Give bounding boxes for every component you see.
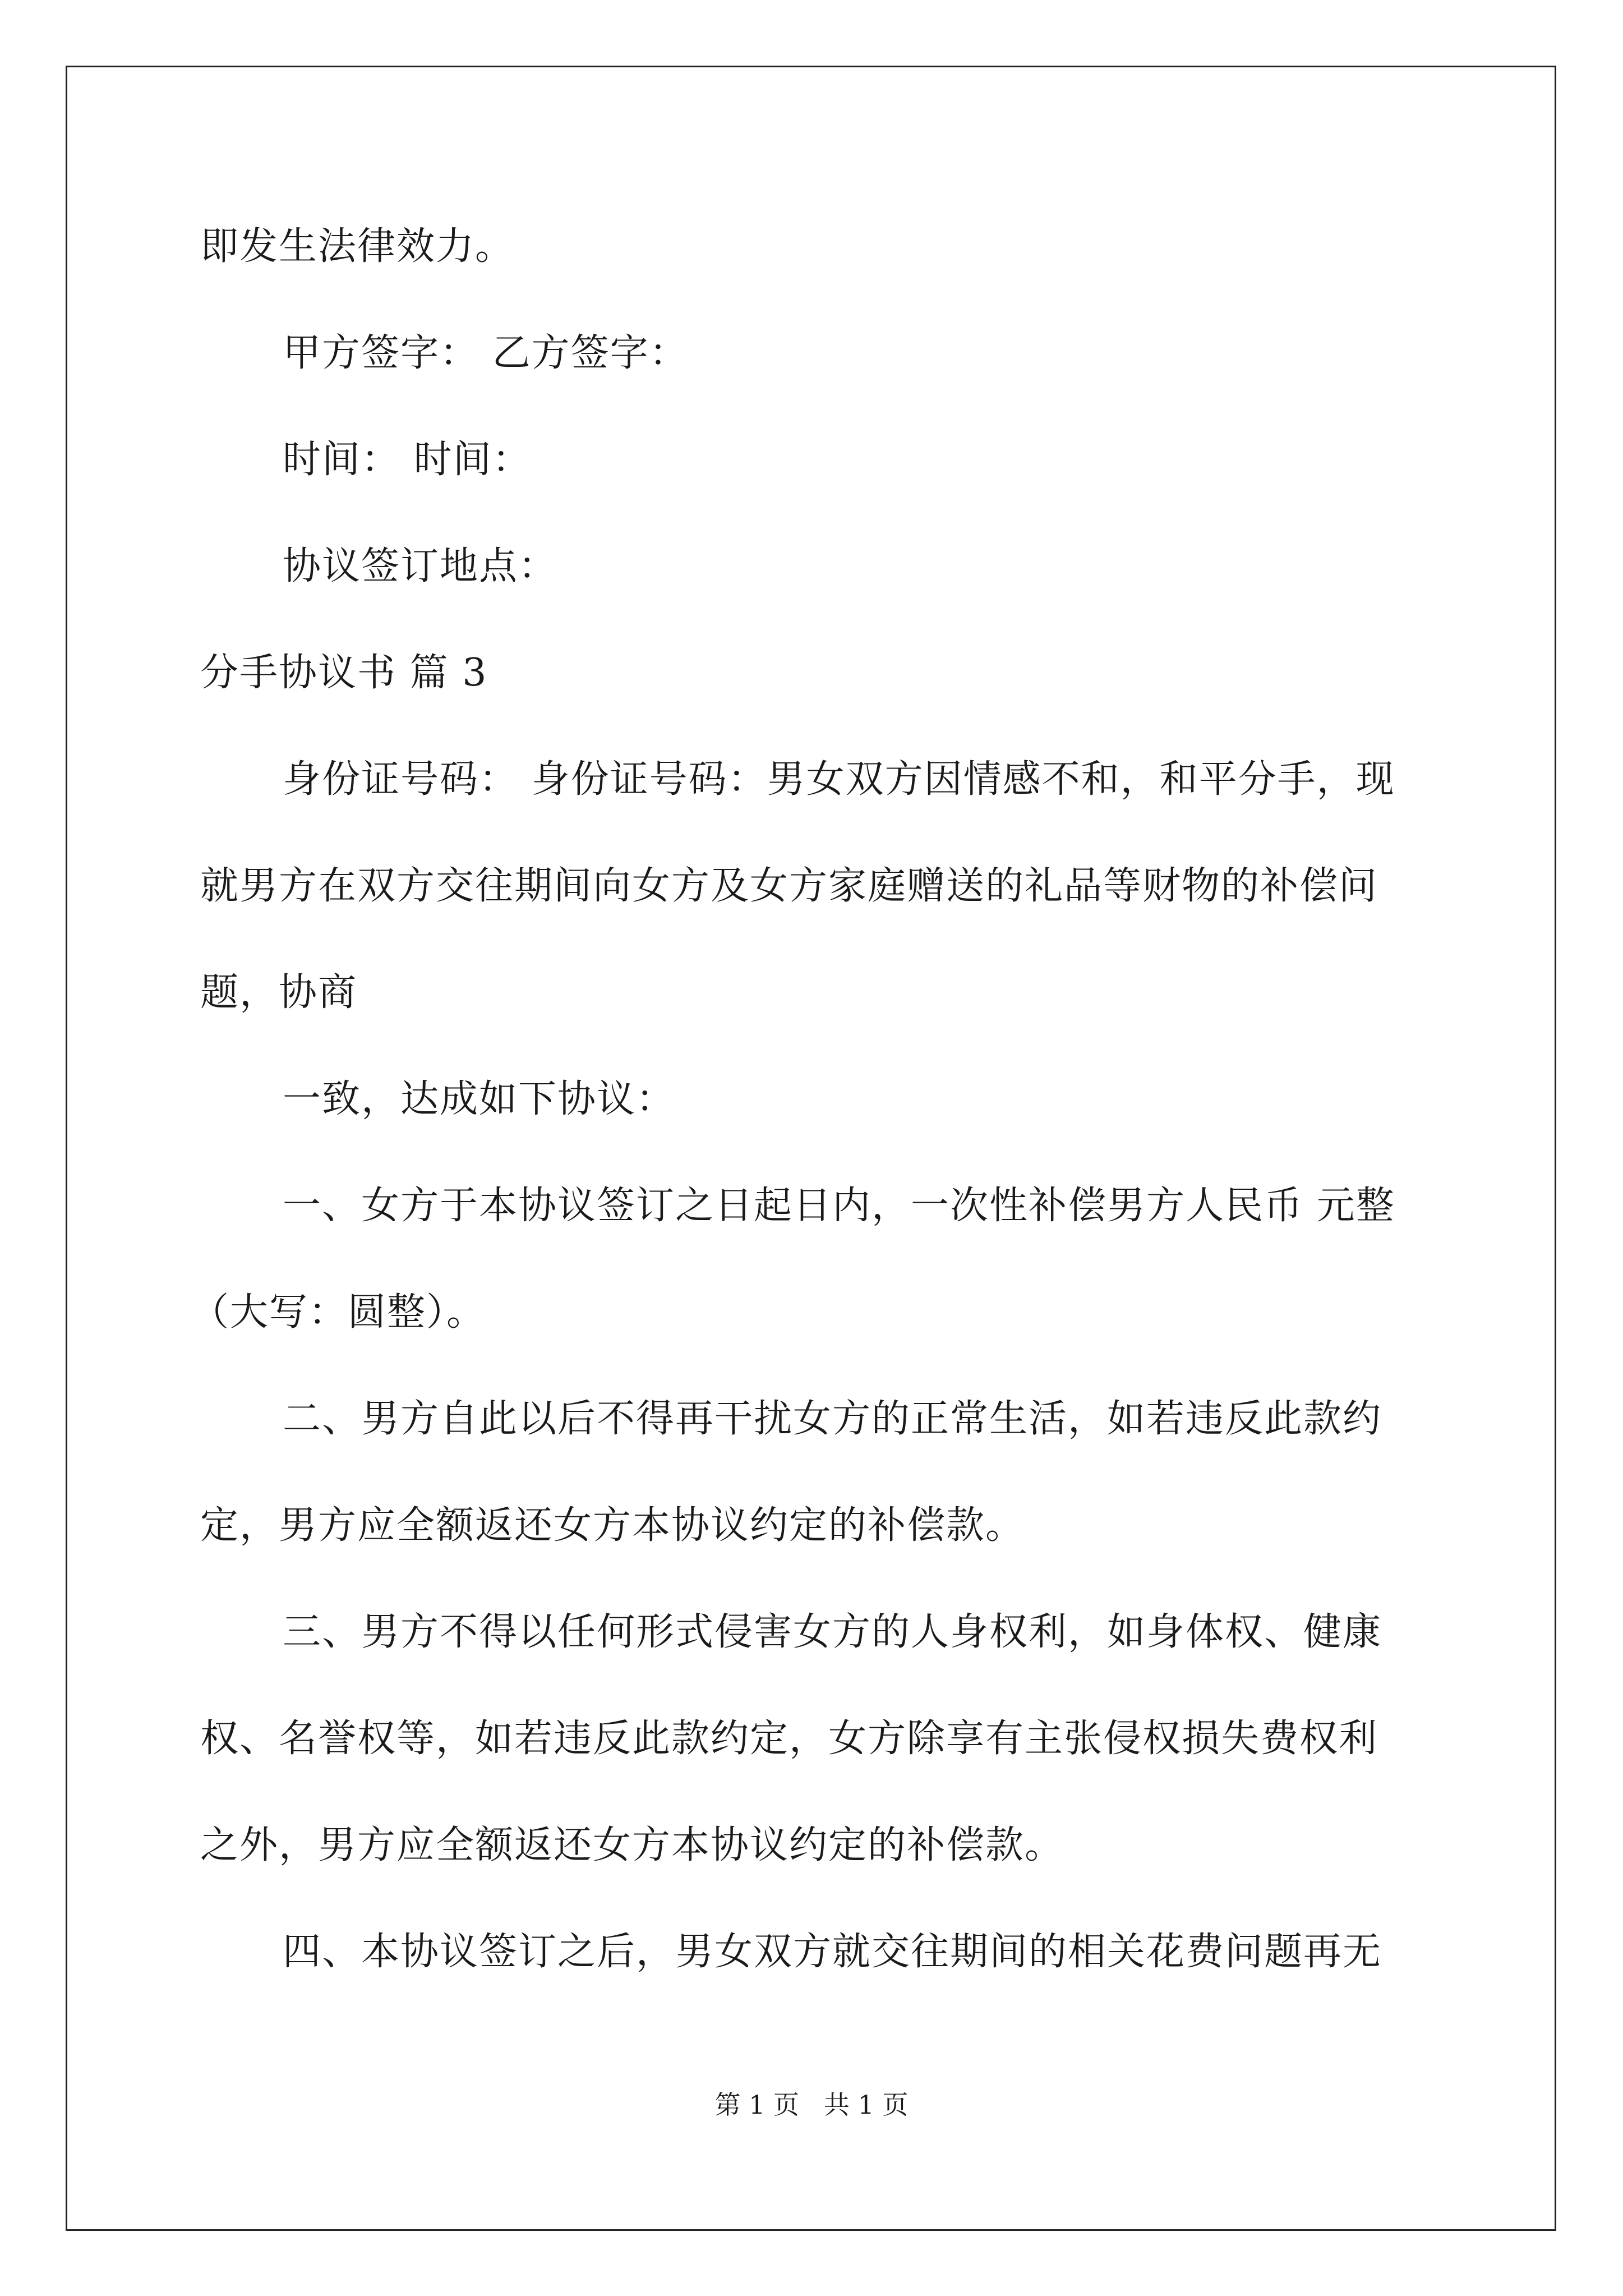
text-line: 即发生法律效力。 [200, 224, 515, 269]
text-line: 甲方签字： 乙方签字： [283, 331, 689, 375]
page-footer: 第 1 页 共 1 页 [714, 2090, 909, 2120]
text-line: 之外，男方应全额返还女方本协议约定的补偿款。 [200, 1823, 1064, 1867]
page-border [66, 66, 1556, 2231]
text-line: 三、男方不得以任何形式侵害女方的人身权利，如身体权、健康 [283, 1610, 1382, 1654]
text-line: 二、男方自此以后不得再干扰女方的正常生活，如若违反此款约 [283, 1397, 1382, 1441]
text-line: 一致，达成如下协议： [283, 1077, 676, 1121]
section-heading: 分手协议书 篇 3 [200, 651, 488, 695]
text-line: 题，协商 [200, 970, 358, 1015]
text-line: 协议签订地点： [283, 544, 558, 588]
text-line: 定，男方应全额返还女方本协议约定的补偿款。 [200, 1503, 1025, 1548]
text-line: 一、女方于本协议签订之日起日内，一次性补偿男方人民币 元整 [283, 1184, 1395, 1228]
text-line: 就男方在双方交往期间向女方及女方家庭赠送的礼品等财物的补偿问 [200, 864, 1378, 908]
text-line: 四、本协议签订之后，男女双方就交往期间的相关花费问题再无 [283, 1930, 1382, 1974]
text-line: （大写：圆整）。 [191, 1290, 486, 1335]
text-line: 权、名誉权等，如若违反此款约定，女方除享有主张侵权损失费权利 [200, 1717, 1378, 1761]
text-line: 身份证号码： 身份证号码：男女双方因情感不和，和平分手，现 [283, 757, 1395, 802]
text-line: 时间： 时间： [283, 438, 532, 482]
